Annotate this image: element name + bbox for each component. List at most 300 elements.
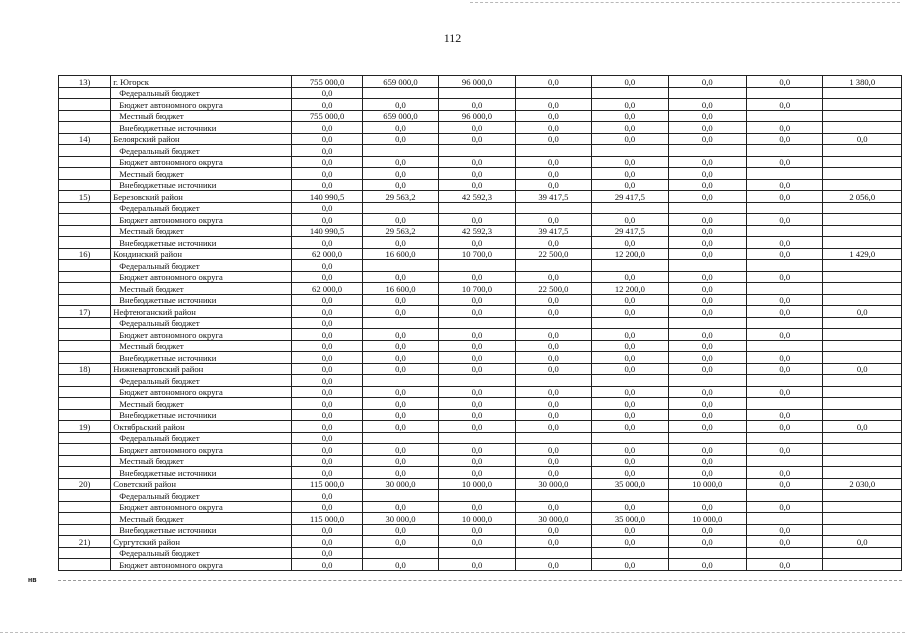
value-cell: 0,0 bbox=[668, 99, 746, 111]
value-cell: 0,0 bbox=[439, 421, 515, 433]
value-cell: 0,0 bbox=[292, 444, 362, 456]
value-cell bbox=[823, 490, 902, 502]
value-cell bbox=[823, 260, 902, 272]
funding-source-name: Бюджет автономного округа bbox=[111, 501, 292, 513]
value-cell: 0,0 bbox=[592, 352, 668, 364]
value-cell: 62 000,0 bbox=[292, 283, 362, 295]
value-cell: 0,0 bbox=[439, 294, 515, 306]
value-cell: 0,0 bbox=[439, 444, 515, 456]
value-cell: 0,0 bbox=[747, 421, 823, 433]
value-cell bbox=[823, 352, 902, 364]
table-row-funding-source bbox=[59, 271, 902, 283]
value-cell: 0,0 bbox=[747, 329, 823, 341]
budget-table-container bbox=[58, 75, 902, 571]
value-cell bbox=[439, 490, 515, 502]
value-cell: 0,0 bbox=[292, 559, 362, 571]
funding-source-name: Бюджет автономного округа bbox=[111, 156, 292, 168]
value-cell: 0,0 bbox=[668, 409, 746, 421]
value-cell: 0,0 bbox=[668, 248, 746, 260]
row-number-empty bbox=[59, 145, 111, 157]
value-cell bbox=[668, 87, 746, 99]
row-number: 17) bbox=[59, 306, 111, 318]
value-cell bbox=[362, 375, 438, 387]
funding-source-name: Федеральный бюджет bbox=[111, 87, 292, 99]
value-cell bbox=[439, 145, 515, 157]
value-cell: 0,0 bbox=[668, 455, 746, 467]
table-row-funding-source bbox=[59, 317, 902, 329]
value-cell: 0,0 bbox=[515, 306, 591, 318]
value-cell: 39 417,5 bbox=[515, 225, 591, 237]
value-cell: 0,0 bbox=[515, 467, 591, 479]
value-cell: 0,0 bbox=[439, 168, 515, 180]
funding-source-name: Внебюджетные источники bbox=[111, 237, 292, 249]
value-cell: 0,0 bbox=[592, 156, 668, 168]
value-cell bbox=[823, 179, 902, 191]
value-cell: 0,0 bbox=[439, 559, 515, 571]
value-cell: 0,0 bbox=[292, 122, 362, 134]
value-cell: 0,0 bbox=[362, 99, 438, 111]
value-cell: 0,0 bbox=[747, 386, 823, 398]
value-cell: 0,0 bbox=[292, 214, 362, 226]
value-cell bbox=[362, 145, 438, 157]
value-cell bbox=[592, 260, 668, 272]
value-cell: 0,0 bbox=[362, 386, 438, 398]
table-row-funding-source bbox=[59, 352, 902, 364]
value-cell: 0,0 bbox=[292, 237, 362, 249]
value-cell bbox=[515, 317, 591, 329]
value-cell: 0,0 bbox=[823, 306, 902, 318]
value-cell: 0,0 bbox=[668, 225, 746, 237]
value-cell: 2 030,0 bbox=[823, 478, 902, 490]
value-cell: 0,0 bbox=[668, 283, 746, 295]
value-cell: 0,0 bbox=[439, 99, 515, 111]
value-cell: 0,0 bbox=[592, 501, 668, 513]
row-number: 18) bbox=[59, 363, 111, 375]
value-cell: 0,0 bbox=[362, 156, 438, 168]
value-cell: 0,0 bbox=[292, 524, 362, 536]
value-cell: 0,0 bbox=[668, 329, 746, 341]
value-cell: 0,0 bbox=[362, 536, 438, 548]
value-cell: 30 000,0 bbox=[515, 478, 591, 490]
value-cell bbox=[823, 99, 902, 111]
value-cell: 0,0 bbox=[292, 260, 362, 272]
row-number-empty bbox=[59, 87, 111, 99]
value-cell: 0,0 bbox=[592, 409, 668, 421]
funding-source-name: Бюджет автономного округа bbox=[111, 99, 292, 111]
table-row-funding-source bbox=[59, 398, 902, 410]
value-cell: 0,0 bbox=[747, 122, 823, 134]
value-cell: 0,0 bbox=[515, 294, 591, 306]
value-cell: 0,0 bbox=[592, 329, 668, 341]
value-cell: 0,0 bbox=[439, 455, 515, 467]
value-cell: 0,0 bbox=[668, 156, 746, 168]
row-number-empty bbox=[59, 202, 111, 214]
table-row-district bbox=[59, 133, 902, 145]
value-cell: 0,0 bbox=[515, 214, 591, 226]
value-cell: 0,0 bbox=[515, 444, 591, 456]
table-row-district bbox=[59, 191, 902, 203]
value-cell: 0,0 bbox=[292, 179, 362, 191]
value-cell: 0,0 bbox=[292, 467, 362, 479]
funding-source-name: Местный бюджет bbox=[111, 340, 292, 352]
value-cell bbox=[823, 329, 902, 341]
funding-source-name: Бюджет автономного округа bbox=[111, 444, 292, 456]
table-row-funding-source bbox=[59, 99, 902, 111]
table-row-funding-source bbox=[59, 490, 902, 502]
value-cell: 0,0 bbox=[292, 398, 362, 410]
value-cell: 42 592,3 bbox=[439, 225, 515, 237]
value-cell: 0,0 bbox=[668, 340, 746, 352]
value-cell: 0,0 bbox=[439, 156, 515, 168]
value-cell: 0,0 bbox=[439, 524, 515, 536]
value-cell: 0,0 bbox=[515, 122, 591, 134]
value-cell: 0,0 bbox=[592, 398, 668, 410]
value-cell: 0,0 bbox=[362, 271, 438, 283]
value-cell: 0,0 bbox=[292, 432, 362, 444]
value-cell: 0,0 bbox=[668, 271, 746, 283]
row-number-empty bbox=[59, 467, 111, 479]
value-cell: 0,0 bbox=[515, 99, 591, 111]
funding-source-name: Внебюджетные источники bbox=[111, 179, 292, 191]
district-name: Сургутский район bbox=[111, 536, 292, 548]
value-cell: 0,0 bbox=[439, 237, 515, 249]
value-cell: 0,0 bbox=[362, 179, 438, 191]
funding-source-name: Местный бюджет bbox=[111, 455, 292, 467]
row-number-empty bbox=[59, 547, 111, 559]
value-cell: 0,0 bbox=[592, 179, 668, 191]
value-cell: 140 990,5 bbox=[292, 191, 362, 203]
value-cell: 0,0 bbox=[439, 409, 515, 421]
value-cell: 0,0 bbox=[439, 501, 515, 513]
value-cell: 0,0 bbox=[668, 444, 746, 456]
value-cell: 0,0 bbox=[515, 409, 591, 421]
value-cell bbox=[515, 547, 591, 559]
table-row-district bbox=[59, 536, 902, 548]
value-cell: 0,0 bbox=[668, 467, 746, 479]
funding-source-name: Федеральный бюджет bbox=[111, 375, 292, 387]
value-cell: 0,0 bbox=[439, 536, 515, 548]
value-cell: 0,0 bbox=[668, 237, 746, 249]
value-cell: 0,0 bbox=[747, 306, 823, 318]
value-cell: 22 500,0 bbox=[515, 283, 591, 295]
value-cell bbox=[823, 375, 902, 387]
value-cell: 10 700,0 bbox=[439, 283, 515, 295]
value-cell: 29 563,2 bbox=[362, 225, 438, 237]
value-cell bbox=[823, 513, 902, 525]
row-number-empty bbox=[59, 283, 111, 295]
value-cell: 0,0 bbox=[362, 133, 438, 145]
margin-mark: нв bbox=[28, 577, 37, 584]
value-cell: 0,0 bbox=[668, 352, 746, 364]
value-cell: 10 700,0 bbox=[439, 248, 515, 260]
row-number-empty bbox=[59, 329, 111, 341]
page-number: 112 bbox=[443, 31, 462, 45]
value-cell: 0,0 bbox=[439, 363, 515, 375]
value-cell bbox=[823, 501, 902, 513]
value-cell bbox=[823, 340, 902, 352]
value-cell bbox=[747, 87, 823, 99]
funding-source-name: Федеральный бюджет bbox=[111, 547, 292, 559]
value-cell: 0,0 bbox=[747, 133, 823, 145]
value-cell: 0,0 bbox=[592, 133, 668, 145]
value-cell bbox=[823, 444, 902, 456]
value-cell bbox=[592, 432, 668, 444]
value-cell: 0,0 bbox=[515, 156, 591, 168]
value-cell bbox=[747, 490, 823, 502]
funding-source-name: Внебюджетные источники bbox=[111, 524, 292, 536]
table-row-funding-source bbox=[59, 547, 902, 559]
value-cell bbox=[515, 202, 591, 214]
value-cell bbox=[747, 283, 823, 295]
value-cell bbox=[515, 375, 591, 387]
value-cell: 0,0 bbox=[292, 501, 362, 513]
value-cell: 0,0 bbox=[515, 340, 591, 352]
value-cell: 659 000,0 bbox=[362, 110, 438, 122]
value-cell bbox=[668, 547, 746, 559]
value-cell: 0,0 bbox=[362, 559, 438, 571]
row-number-empty bbox=[59, 99, 111, 111]
value-cell bbox=[823, 409, 902, 421]
value-cell bbox=[747, 168, 823, 180]
value-cell: 0,0 bbox=[362, 363, 438, 375]
value-cell: 0,0 bbox=[668, 133, 746, 145]
funding-source-name: Внебюджетные источники bbox=[111, 467, 292, 479]
value-cell: 0,0 bbox=[362, 214, 438, 226]
value-cell: 62 000,0 bbox=[292, 248, 362, 260]
value-cell: 0,0 bbox=[668, 122, 746, 134]
value-cell: 0,0 bbox=[747, 271, 823, 283]
value-cell bbox=[823, 110, 902, 122]
value-cell bbox=[823, 202, 902, 214]
value-cell bbox=[823, 168, 902, 180]
value-cell: 0,0 bbox=[362, 409, 438, 421]
row-number-empty bbox=[59, 122, 111, 134]
value-cell: 0,0 bbox=[439, 386, 515, 398]
district-name: Советский район bbox=[111, 478, 292, 490]
row-number-empty bbox=[59, 237, 111, 249]
value-cell: 0,0 bbox=[515, 352, 591, 364]
value-cell: 0,0 bbox=[823, 363, 902, 375]
table-row-funding-source bbox=[59, 386, 902, 398]
value-cell bbox=[668, 490, 746, 502]
value-cell bbox=[747, 455, 823, 467]
funding-source-name: Местный бюджет bbox=[111, 225, 292, 237]
value-cell: 0,0 bbox=[362, 340, 438, 352]
value-cell: 0,0 bbox=[439, 122, 515, 134]
value-cell: 0,0 bbox=[668, 386, 746, 398]
value-cell: 0,0 bbox=[292, 156, 362, 168]
row-number-empty bbox=[59, 110, 111, 122]
row-number-empty bbox=[59, 294, 111, 306]
value-cell: 0,0 bbox=[362, 444, 438, 456]
funding-source-name: Бюджет автономного округа bbox=[111, 271, 292, 283]
value-cell: 0,0 bbox=[292, 386, 362, 398]
value-cell: 0,0 bbox=[747, 237, 823, 249]
value-cell bbox=[668, 317, 746, 329]
footer-rule bbox=[58, 580, 902, 581]
budget-table bbox=[58, 75, 902, 571]
value-cell: 12 200,0 bbox=[592, 283, 668, 295]
value-cell: 0,0 bbox=[515, 237, 591, 249]
value-cell: 0,0 bbox=[747, 467, 823, 479]
value-cell: 0,0 bbox=[515, 76, 591, 88]
funding-source-name: Внебюджетные источники bbox=[111, 122, 292, 134]
value-cell: 0,0 bbox=[592, 214, 668, 226]
value-cell: 96 000,0 bbox=[439, 76, 515, 88]
table-row-funding-source bbox=[59, 202, 902, 214]
value-cell: 0,0 bbox=[747, 524, 823, 536]
value-cell: 0,0 bbox=[515, 536, 591, 548]
value-cell bbox=[823, 455, 902, 467]
value-cell: 0,0 bbox=[668, 76, 746, 88]
value-cell: 30 000,0 bbox=[362, 513, 438, 525]
row-number-empty bbox=[59, 317, 111, 329]
value-cell: 0,0 bbox=[668, 191, 746, 203]
value-cell: 0,0 bbox=[515, 398, 591, 410]
value-cell bbox=[668, 260, 746, 272]
value-cell: 0,0 bbox=[439, 398, 515, 410]
table-row-funding-source bbox=[59, 340, 902, 352]
value-cell bbox=[823, 283, 902, 295]
value-cell: 115 000,0 bbox=[292, 513, 362, 525]
value-cell bbox=[823, 386, 902, 398]
value-cell: 0,0 bbox=[292, 271, 362, 283]
table-row-district bbox=[59, 248, 902, 260]
value-cell: 0,0 bbox=[592, 559, 668, 571]
value-cell bbox=[515, 432, 591, 444]
row-number-empty bbox=[59, 214, 111, 226]
value-cell: 0,0 bbox=[668, 168, 746, 180]
value-cell: 0,0 bbox=[362, 122, 438, 134]
value-cell: 0,0 bbox=[515, 386, 591, 398]
value-cell: 0,0 bbox=[515, 455, 591, 467]
value-cell bbox=[668, 432, 746, 444]
value-cell: 0,0 bbox=[515, 271, 591, 283]
value-cell bbox=[439, 317, 515, 329]
value-cell: 1 380,0 bbox=[823, 76, 902, 88]
value-cell: 30 000,0 bbox=[515, 513, 591, 525]
table-row-funding-source bbox=[59, 455, 902, 467]
value-cell bbox=[592, 145, 668, 157]
value-cell: 0,0 bbox=[747, 363, 823, 375]
value-cell bbox=[439, 432, 515, 444]
row-number: 19) bbox=[59, 421, 111, 433]
value-cell bbox=[823, 294, 902, 306]
table-row-funding-source bbox=[59, 237, 902, 249]
value-cell bbox=[747, 145, 823, 157]
value-cell: 0,0 bbox=[668, 559, 746, 571]
table-row-funding-source bbox=[59, 559, 902, 571]
value-cell: 0,0 bbox=[362, 329, 438, 341]
row-number-empty bbox=[59, 271, 111, 283]
value-cell: 659 000,0 bbox=[362, 76, 438, 88]
funding-source-name: Местный бюджет bbox=[111, 513, 292, 525]
value-cell bbox=[592, 547, 668, 559]
table-row-funding-source bbox=[59, 87, 902, 99]
table-row-funding-source bbox=[59, 122, 902, 134]
value-cell bbox=[823, 467, 902, 479]
value-cell: 0,0 bbox=[747, 444, 823, 456]
value-cell: 0,0 bbox=[439, 271, 515, 283]
table-row-funding-source bbox=[59, 294, 902, 306]
value-cell: 0,0 bbox=[515, 501, 591, 513]
value-cell: 29 417,5 bbox=[592, 191, 668, 203]
value-cell: 0,0 bbox=[747, 409, 823, 421]
row-number: 13) bbox=[59, 76, 111, 88]
value-cell bbox=[362, 432, 438, 444]
row-number: 16) bbox=[59, 248, 111, 260]
value-cell bbox=[823, 524, 902, 536]
value-cell bbox=[668, 375, 746, 387]
value-cell: 0,0 bbox=[292, 455, 362, 467]
table-row-district bbox=[59, 478, 902, 490]
value-cell bbox=[592, 317, 668, 329]
value-cell: 0,0 bbox=[747, 179, 823, 191]
value-cell bbox=[823, 432, 902, 444]
value-cell bbox=[823, 214, 902, 226]
scan-artifact-bottom bbox=[0, 632, 905, 633]
value-cell bbox=[439, 260, 515, 272]
value-cell bbox=[362, 317, 438, 329]
value-cell: 0,0 bbox=[439, 467, 515, 479]
value-cell: 0,0 bbox=[747, 99, 823, 111]
value-cell: 0,0 bbox=[439, 329, 515, 341]
value-cell: 0,0 bbox=[515, 110, 591, 122]
value-cell: 755 000,0 bbox=[292, 76, 362, 88]
value-cell: 0,0 bbox=[747, 352, 823, 364]
table-row-funding-source bbox=[59, 375, 902, 387]
table-row-funding-source bbox=[59, 214, 902, 226]
row-number: 20) bbox=[59, 478, 111, 490]
value-cell bbox=[823, 122, 902, 134]
value-cell bbox=[747, 513, 823, 525]
funding-source-name: Местный бюджет bbox=[111, 168, 292, 180]
value-cell: 0,0 bbox=[747, 294, 823, 306]
value-cell: 0,0 bbox=[292, 340, 362, 352]
row-number: 21) bbox=[59, 536, 111, 548]
table-row-funding-source bbox=[59, 501, 902, 513]
table-row-funding-source bbox=[59, 329, 902, 341]
row-number-empty bbox=[59, 168, 111, 180]
value-cell bbox=[439, 202, 515, 214]
value-cell: 0,0 bbox=[592, 340, 668, 352]
value-cell: 0,0 bbox=[292, 133, 362, 145]
value-cell: 0,0 bbox=[439, 214, 515, 226]
table-row-funding-source bbox=[59, 260, 902, 272]
value-cell: 0,0 bbox=[592, 237, 668, 249]
scan-artifact-top bbox=[470, 2, 900, 3]
value-cell: 0,0 bbox=[292, 375, 362, 387]
funding-source-name: Бюджет автономного округа bbox=[111, 386, 292, 398]
value-cell: 0,0 bbox=[515, 133, 591, 145]
value-cell: 0,0 bbox=[592, 444, 668, 456]
value-cell: 115 000,0 bbox=[292, 478, 362, 490]
table-row-funding-source bbox=[59, 467, 902, 479]
value-cell: 0,0 bbox=[292, 145, 362, 157]
value-cell: 0,0 bbox=[439, 179, 515, 191]
funding-source-name: Местный бюджет bbox=[111, 283, 292, 295]
value-cell: 0,0 bbox=[592, 536, 668, 548]
table-row-funding-source bbox=[59, 179, 902, 191]
value-cell bbox=[515, 490, 591, 502]
value-cell bbox=[747, 340, 823, 352]
value-cell bbox=[823, 317, 902, 329]
table-row-district bbox=[59, 306, 902, 318]
value-cell bbox=[823, 145, 902, 157]
value-cell bbox=[823, 398, 902, 410]
value-cell bbox=[515, 260, 591, 272]
value-cell: 0,0 bbox=[747, 559, 823, 571]
